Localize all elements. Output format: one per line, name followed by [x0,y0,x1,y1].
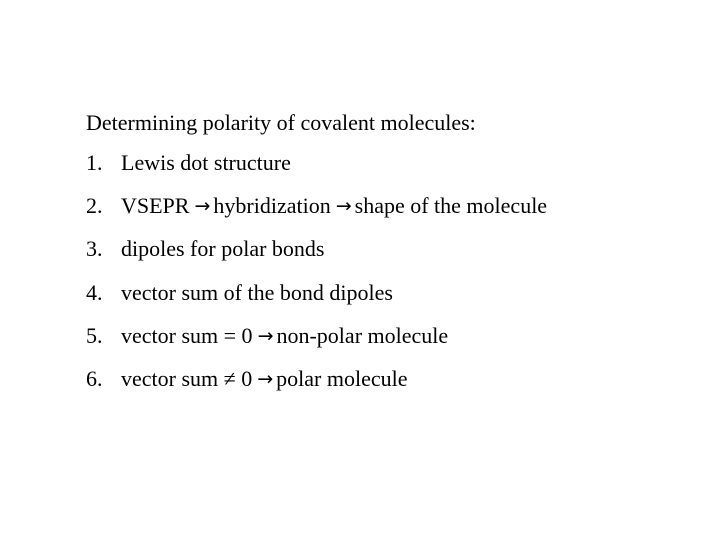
step-text: vector sum of the bond dipoles [121,279,393,305]
step-number: 5. [86,322,103,348]
step-text: Lewis dot structure [121,150,291,175]
step-list [86,150,547,409]
step-item-4 [86,280,547,323]
step-text: non-polar molecule [276,322,449,348]
step-number: 1. [86,150,103,175]
step-text: hybridization [213,193,331,219]
step-text: VSEPR [121,193,190,219]
slide-heading: Determining polarity of covalent molecules: [86,110,476,135]
step-item-2 [86,193,547,236]
step-text: dipoles for polar bonds [121,236,325,262]
right-arrow-icon: → [335,195,352,218]
right-arrow-icon: → [257,324,274,347]
step-item-6 [86,366,547,409]
step-number: 6. [86,365,103,391]
step-item-1 [86,150,547,193]
step-text: polar molecule [276,365,408,391]
step-number: 2. [86,193,103,219]
step-item-3 [86,236,547,279]
step-text: shape of the molecule [354,193,548,219]
step-number: 3. [86,236,103,262]
right-arrow-icon: → [194,195,211,218]
right-arrow-icon: → [257,367,274,390]
step-text: vector sum ≠ 0 [121,365,253,391]
step-number: 4. [86,279,103,305]
step-item-5 [86,323,547,366]
step-text: vector sum = 0 [121,322,253,348]
